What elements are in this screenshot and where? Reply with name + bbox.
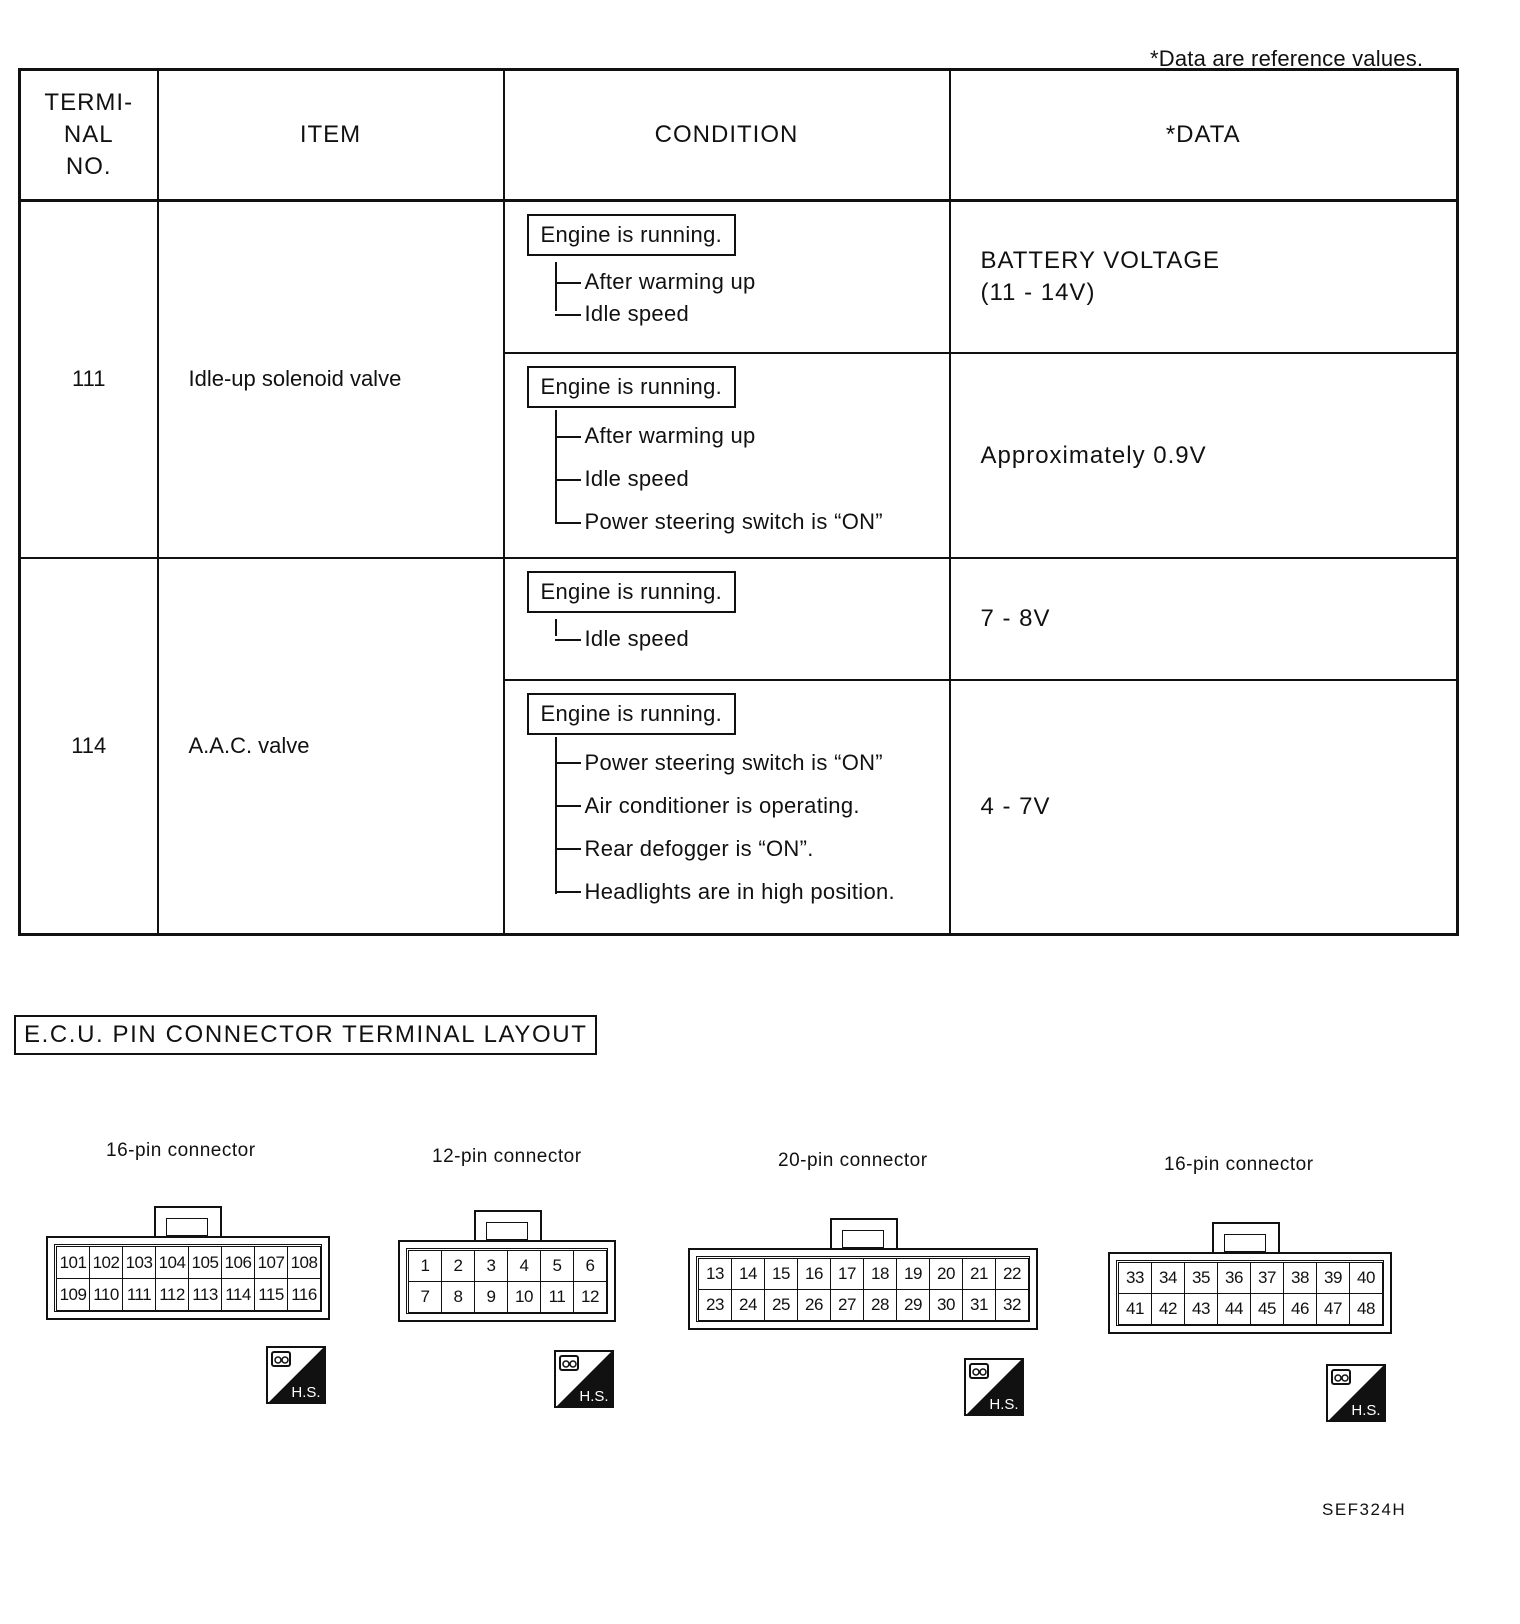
pin: 17 [830,1258,864,1290]
pin: 33 [1118,1262,1152,1294]
condition-item: Idle speed [585,623,949,655]
pin-layout-title: E.C.U. PIN CONNECTOR TERMINAL LAYOUT [14,1015,597,1055]
pin: 107 [254,1246,288,1279]
connector-label: 16-pin connector [106,1140,256,1161]
reference-note: *Data are reference values. [1150,46,1424,71]
condition-title: Engine is running. [527,366,737,408]
pin: 28 [863,1289,897,1321]
pin: 41 [1118,1293,1152,1325]
pin: 5 [540,1250,574,1282]
pin: 43 [1184,1293,1218,1325]
condition-item: Power steering switch is “ON” [585,741,949,784]
connector-body [46,1236,330,1320]
connector-label: 20-pin connector [778,1150,928,1171]
condition-title: Engine is running. [527,693,737,735]
pin-grid [1118,1262,1382,1324]
item-name: A.A.C. valve [158,558,504,935]
terminal-table [18,68,1459,936]
condition-cell [504,558,950,680]
hs-connector-badge [266,1346,326,1404]
pin: 45 [1250,1293,1284,1325]
data-value: Approximately 0.9V [950,353,1458,558]
connector-latch-window [842,1230,884,1248]
pin: 14 [731,1258,765,1290]
pin: 25 [764,1289,798,1321]
pin: 31 [962,1289,996,1321]
condition-item: Headlights are in high position. [585,870,949,913]
pin: 24 [731,1289,765,1321]
pin: 114 [221,1278,255,1311]
pin: 101 [56,1246,90,1279]
pin: 15 [764,1258,798,1290]
connector-latch [474,1210,542,1244]
pin: 23 [698,1289,732,1321]
pin: 42 [1151,1293,1185,1325]
pin-grid [56,1246,320,1310]
pin: 7 [408,1281,442,1313]
terminal-number: 114 [20,558,158,935]
pin: 32 [995,1289,1029,1321]
connector-12pin [398,1146,658,1426]
pin: 47 [1316,1293,1350,1325]
pin: 112 [155,1278,189,1311]
connector-16pin-b [1108,1154,1408,1434]
connector-label: 12-pin connector [432,1146,582,1167]
pin: 110 [89,1278,123,1311]
pin: 18 [863,1258,897,1290]
hs-label: H.S. [579,1388,609,1405]
pin: 105 [188,1246,222,1279]
pin: 13 [698,1258,732,1290]
pin: 29 [896,1289,930,1321]
table-row [20,201,1458,354]
connector-latch-window [486,1222,528,1240]
connector-latch-window [1224,1234,1266,1252]
pin: 16 [797,1258,831,1290]
pin: 40 [1349,1262,1383,1294]
pin: 116 [287,1278,321,1311]
pin: 4 [507,1250,541,1282]
hs-label: H.S. [1351,1402,1381,1419]
pin: 19 [896,1258,930,1290]
data-value: BATTERY VOLTAGE (11 - 14V) [950,201,1458,354]
pin: 35 [1184,1262,1218,1294]
pin: 30 [929,1289,963,1321]
pin: 115 [254,1278,288,1311]
item-name: Idle-up solenoid valve [158,201,504,558]
condition-item: Power steering switch is “ON” [585,500,949,543]
condition-tree [555,623,949,655]
condition-cell [504,201,950,354]
pin: 34 [1151,1262,1185,1294]
pin: 104 [155,1246,189,1279]
pin: 20 [929,1258,963,1290]
condition-cell [504,680,950,935]
pin: 6 [573,1250,607,1282]
pin: 21 [962,1258,996,1290]
pin: 26 [797,1289,831,1321]
hs-connector-badge [964,1358,1024,1416]
pin: 22 [995,1258,1029,1290]
connector-16pin-a [46,1140,346,1420]
condition-item: Idle speed [585,457,949,500]
figure-code: SEF324H [1322,1500,1407,1519]
hs-label: H.S. [291,1384,321,1401]
data-value: 7 - 8V [950,558,1458,680]
pin: 9 [474,1281,508,1313]
pin: 108 [287,1246,321,1279]
hs-connector-badge [554,1350,614,1408]
pin: 113 [188,1278,222,1311]
condition-tree [555,741,949,913]
header-item: ITEM [158,70,504,201]
pin: 103 [122,1246,156,1279]
pin: 2 [441,1250,475,1282]
connector-body [688,1248,1038,1330]
pin: 102 [89,1246,123,1279]
hs-connector-badge [1326,1364,1386,1422]
pin: 38 [1283,1262,1317,1294]
pin: 1 [408,1250,442,1282]
condition-tree [555,414,949,543]
pin: 106 [221,1246,255,1279]
connector-20pin [688,1150,1048,1430]
pin: 12 [573,1281,607,1313]
connector-latch [830,1218,898,1252]
connector-body [398,1240,616,1322]
condition-item: Idle speed [585,298,949,330]
pin: 44 [1217,1293,1251,1325]
condition-item: After warming up [585,266,949,298]
connector-latch [154,1206,222,1240]
connector-latch-window [166,1218,208,1236]
pin: 8 [441,1281,475,1313]
terminal-number: 111 [20,201,158,558]
data-value: 4 - 7V [950,680,1458,935]
pin: 27 [830,1289,864,1321]
pin: 111 [122,1278,156,1311]
hs-label: H.S. [989,1396,1019,1413]
condition-tree [555,266,949,330]
condition-item: Air conditioner is operating. [585,784,949,827]
condition-title: Engine is running. [527,214,737,256]
pin: 3 [474,1250,508,1282]
header-condition: CONDITION [504,70,950,201]
condition-cell [504,353,950,558]
header-terminal-no: TERMI- NAL NO. [20,70,158,201]
pin-grid [408,1250,606,1312]
pin: 39 [1316,1262,1350,1294]
pin-grid [698,1258,1028,1320]
table-row [20,558,1458,680]
pin: 48 [1349,1293,1383,1325]
condition-item: Rear defogger is “ON”. [585,827,949,870]
connector-latch [1212,1222,1280,1256]
connector-body [1108,1252,1392,1334]
pin: 109 [56,1278,90,1311]
condition-title: Engine is running. [527,571,737,613]
pin: 11 [540,1281,574,1313]
pin: 46 [1283,1293,1317,1325]
condition-item: After warming up [585,414,949,457]
table-header-row [20,70,1458,201]
connector-label: 16-pin connector [1164,1154,1314,1175]
pin: 37 [1250,1262,1284,1294]
pin: 36 [1217,1262,1251,1294]
pin: 10 [507,1281,541,1313]
header-data: *DATA [950,70,1458,201]
